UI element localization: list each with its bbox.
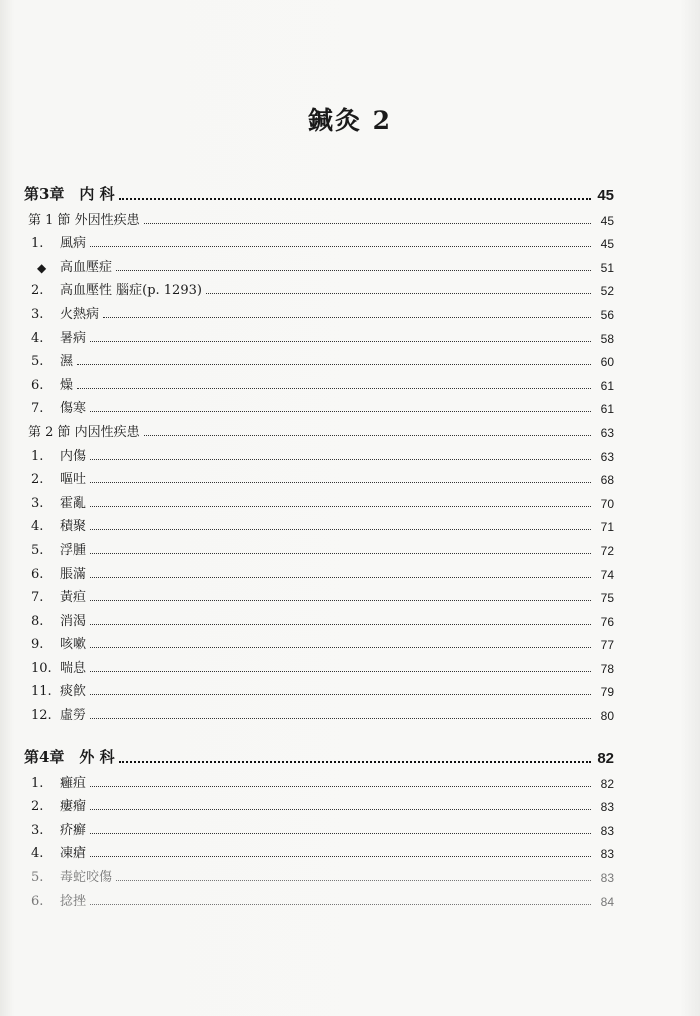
- toc-entry[interactable]: [24, 582, 614, 606]
- toc-entry[interactable]: [24, 676, 614, 700]
- toc-entry[interactable]: [24, 699, 614, 723]
- toc-entry[interactable]: [24, 558, 614, 582]
- entry-page-number: 45: [600, 237, 614, 252]
- toc-entry[interactable]: [24, 251, 614, 275]
- chapter-heading[interactable]: [24, 178, 614, 204]
- leader-dots: [116, 270, 591, 271]
- leader-dots: [90, 529, 591, 530]
- entry-title: 瘻瘤: [60, 799, 87, 815]
- toc-chapter-3: [24, 178, 614, 723]
- entry-title: 痰飮: [60, 684, 87, 700]
- entry-page-number: 83: [600, 800, 614, 815]
- entry-number: 1.: [31, 775, 44, 791]
- entry-title: 積聚: [60, 519, 87, 535]
- entry-page-number: 68: [600, 473, 614, 488]
- entry-title: 黃疸: [60, 590, 87, 606]
- entry-number: 3.: [31, 495, 44, 511]
- entry-title: 凍瘡: [60, 846, 87, 862]
- leader-dots: [90, 647, 591, 648]
- entry-page-number: 60: [600, 355, 614, 370]
- entry-title: 風病: [60, 236, 87, 252]
- leader-dots: [206, 293, 591, 294]
- toc-entry[interactable]: [24, 393, 614, 417]
- page-title: 鍼灸 2: [307, 106, 393, 135]
- entry-number: 6.: [31, 566, 44, 582]
- entry-page-number: 58: [600, 331, 614, 346]
- chapter-title: 第3章 内 科: [24, 185, 115, 203]
- entry-title: 火熱病: [60, 306, 100, 322]
- entry-page-number: 61: [600, 402, 614, 417]
- entry-page-number: 79: [600, 685, 614, 700]
- entry-number: 2.: [31, 283, 44, 299]
- leader-dots: [116, 880, 591, 881]
- entry-page-number: 82: [600, 776, 614, 791]
- toc-entry[interactable]: [24, 511, 614, 535]
- entry-page-number: 83: [600, 870, 614, 885]
- leader-dots: [90, 786, 591, 787]
- entry-number: 12.: [31, 708, 52, 724]
- entry-number: 4.: [31, 330, 44, 346]
- entry-number: 7.: [31, 590, 44, 606]
- entry-title: 第 1 節 外因性疾患: [28, 212, 140, 228]
- entry-title: 第 2 節 内因性疾患: [28, 424, 140, 440]
- toc-entry[interactable]: [24, 228, 614, 252]
- entry-page-number: 78: [600, 661, 614, 676]
- leader-dots: [144, 223, 591, 224]
- leader-dots: [90, 671, 591, 672]
- leader-dots: [90, 833, 591, 834]
- entry-title: 咳嗽: [60, 637, 87, 653]
- entry-page-number: 72: [600, 543, 614, 558]
- leader-dots: [90, 624, 591, 625]
- toc-entry[interactable]: [24, 652, 614, 676]
- leader-dots: [90, 856, 591, 857]
- toc-entry[interactable]: [24, 885, 614, 909]
- entry-page-number: 70: [600, 496, 614, 511]
- toc-entry[interactable]: [24, 464, 614, 488]
- entry-title: 高血壓性 腦症(p. 1293): [60, 283, 202, 299]
- entry-page-number: 63: [600, 449, 614, 464]
- leader-dots: [77, 364, 591, 365]
- entry-title: 喘息: [60, 660, 87, 676]
- leader-dots: [90, 718, 591, 719]
- leader-dots: [90, 904, 591, 905]
- toc-entry[interactable]: [24, 440, 614, 464]
- entry-title: 嘔吐: [60, 472, 87, 488]
- leader-dots: [90, 553, 591, 554]
- entry-number: 3.: [31, 306, 44, 322]
- entry-number: 2.: [31, 472, 44, 488]
- leader-dots: [90, 246, 591, 247]
- entry-number: 3.: [31, 822, 44, 838]
- entry-title: 濕: [60, 354, 74, 370]
- toc-entry[interactable]: [24, 346, 614, 370]
- diamond-bullet-icon: ◆: [37, 260, 47, 275]
- entry-number: 4.: [31, 519, 44, 535]
- entry-title: 燥: [60, 377, 74, 393]
- toc-entry[interactable]: [24, 534, 614, 558]
- leader-dots: [90, 459, 591, 460]
- entry-number: 5.: [31, 542, 44, 558]
- toc-section[interactable]: [24, 416, 614, 440]
- entry-page-number: 77: [600, 638, 614, 653]
- toc-entry[interactable]: [24, 861, 614, 885]
- entry-title: 内傷: [60, 448, 87, 464]
- entry-page-number: 76: [600, 614, 614, 629]
- entry-page-number: 74: [600, 567, 614, 582]
- entry-title: 霍亂: [60, 495, 87, 511]
- entry-title: 虛勞: [60, 708, 87, 724]
- toc-entry[interactable]: [24, 298, 614, 322]
- entry-number: 8.: [31, 613, 44, 629]
- entry-page-number: 80: [600, 709, 614, 724]
- leader-dots: [119, 761, 591, 763]
- leader-dots: [90, 577, 591, 578]
- leader-dots: [90, 411, 591, 412]
- toc-section[interactable]: [24, 204, 614, 228]
- entry-number: 10.: [31, 660, 52, 676]
- chapter-page-number: 45: [597, 187, 614, 204]
- leader-dots: [119, 198, 591, 200]
- entry-title: 疥癬: [60, 822, 87, 838]
- entry-title: 高血壓症: [60, 259, 113, 275]
- entry-number: 6.: [31, 893, 44, 909]
- entry-number: 5.: [31, 869, 44, 885]
- entry-page-number: 51: [600, 260, 614, 275]
- leader-dots: [77, 388, 591, 389]
- entry-page-number: 83: [600, 823, 614, 838]
- toc-entry[interactable]: [24, 838, 614, 862]
- leader-dots: [90, 600, 591, 601]
- entry-number: 2.: [31, 799, 44, 815]
- toc-entry[interactable]: [24, 605, 614, 629]
- entry-page-number: 71: [600, 520, 614, 535]
- leader-dots: [90, 341, 591, 342]
- chapter-heading[interactable]: [24, 741, 614, 767]
- entry-number: 1.: [31, 236, 44, 252]
- entry-title: 癰疽: [60, 775, 87, 791]
- entry-page-number: 75: [600, 591, 614, 606]
- entry-number: 1.: [31, 448, 44, 464]
- entry-title: 毒蛇咬傷: [60, 869, 113, 885]
- toc-entry[interactable]: [24, 791, 614, 815]
- chapter-page-number: 82: [597, 750, 614, 767]
- toc-entry[interactable]: [24, 767, 614, 791]
- toc-entry[interactable]: [24, 369, 614, 393]
- toc-chapter-4: [24, 741, 614, 909]
- entry-page-number: 52: [600, 284, 614, 299]
- entry-page-number: 45: [600, 213, 614, 228]
- toc-entry[interactable]: [24, 322, 614, 346]
- entry-number: 5.: [31, 354, 44, 370]
- entry-number: 7.: [31, 401, 44, 417]
- leader-dots: [90, 482, 591, 483]
- toc-entry[interactable]: [24, 629, 614, 653]
- leader-dots: [90, 506, 591, 507]
- entry-page-number: 84: [600, 894, 614, 909]
- entry-number: 6.: [31, 377, 44, 393]
- toc-entry[interactable]: [24, 275, 614, 299]
- entry-title: 浮腫: [60, 542, 87, 558]
- toc-entry[interactable]: [24, 487, 614, 511]
- entry-title: 脹滿: [60, 566, 87, 582]
- entry-title: 捻挫: [60, 893, 87, 909]
- entry-page-number: 83: [600, 847, 614, 862]
- entry-title: 暑病: [60, 330, 87, 346]
- entry-title: 消渴: [60, 613, 87, 629]
- entry-number: 11.: [31, 684, 52, 700]
- entry-page-number: 56: [600, 307, 614, 322]
- leader-dots: [103, 317, 591, 318]
- entry-title: 傷寒: [60, 401, 87, 417]
- leader-dots: [144, 435, 591, 436]
- entry-page-number: 63: [600, 425, 614, 440]
- entry-number: 4.: [31, 846, 44, 862]
- entry-page-number: 61: [600, 378, 614, 393]
- chapter-title: 第4章 外 科: [24, 748, 115, 766]
- leader-dots: [90, 809, 591, 810]
- leader-dots: [90, 694, 591, 695]
- toc-entry[interactable]: [24, 814, 614, 838]
- entry-number: 9.: [31, 637, 44, 653]
